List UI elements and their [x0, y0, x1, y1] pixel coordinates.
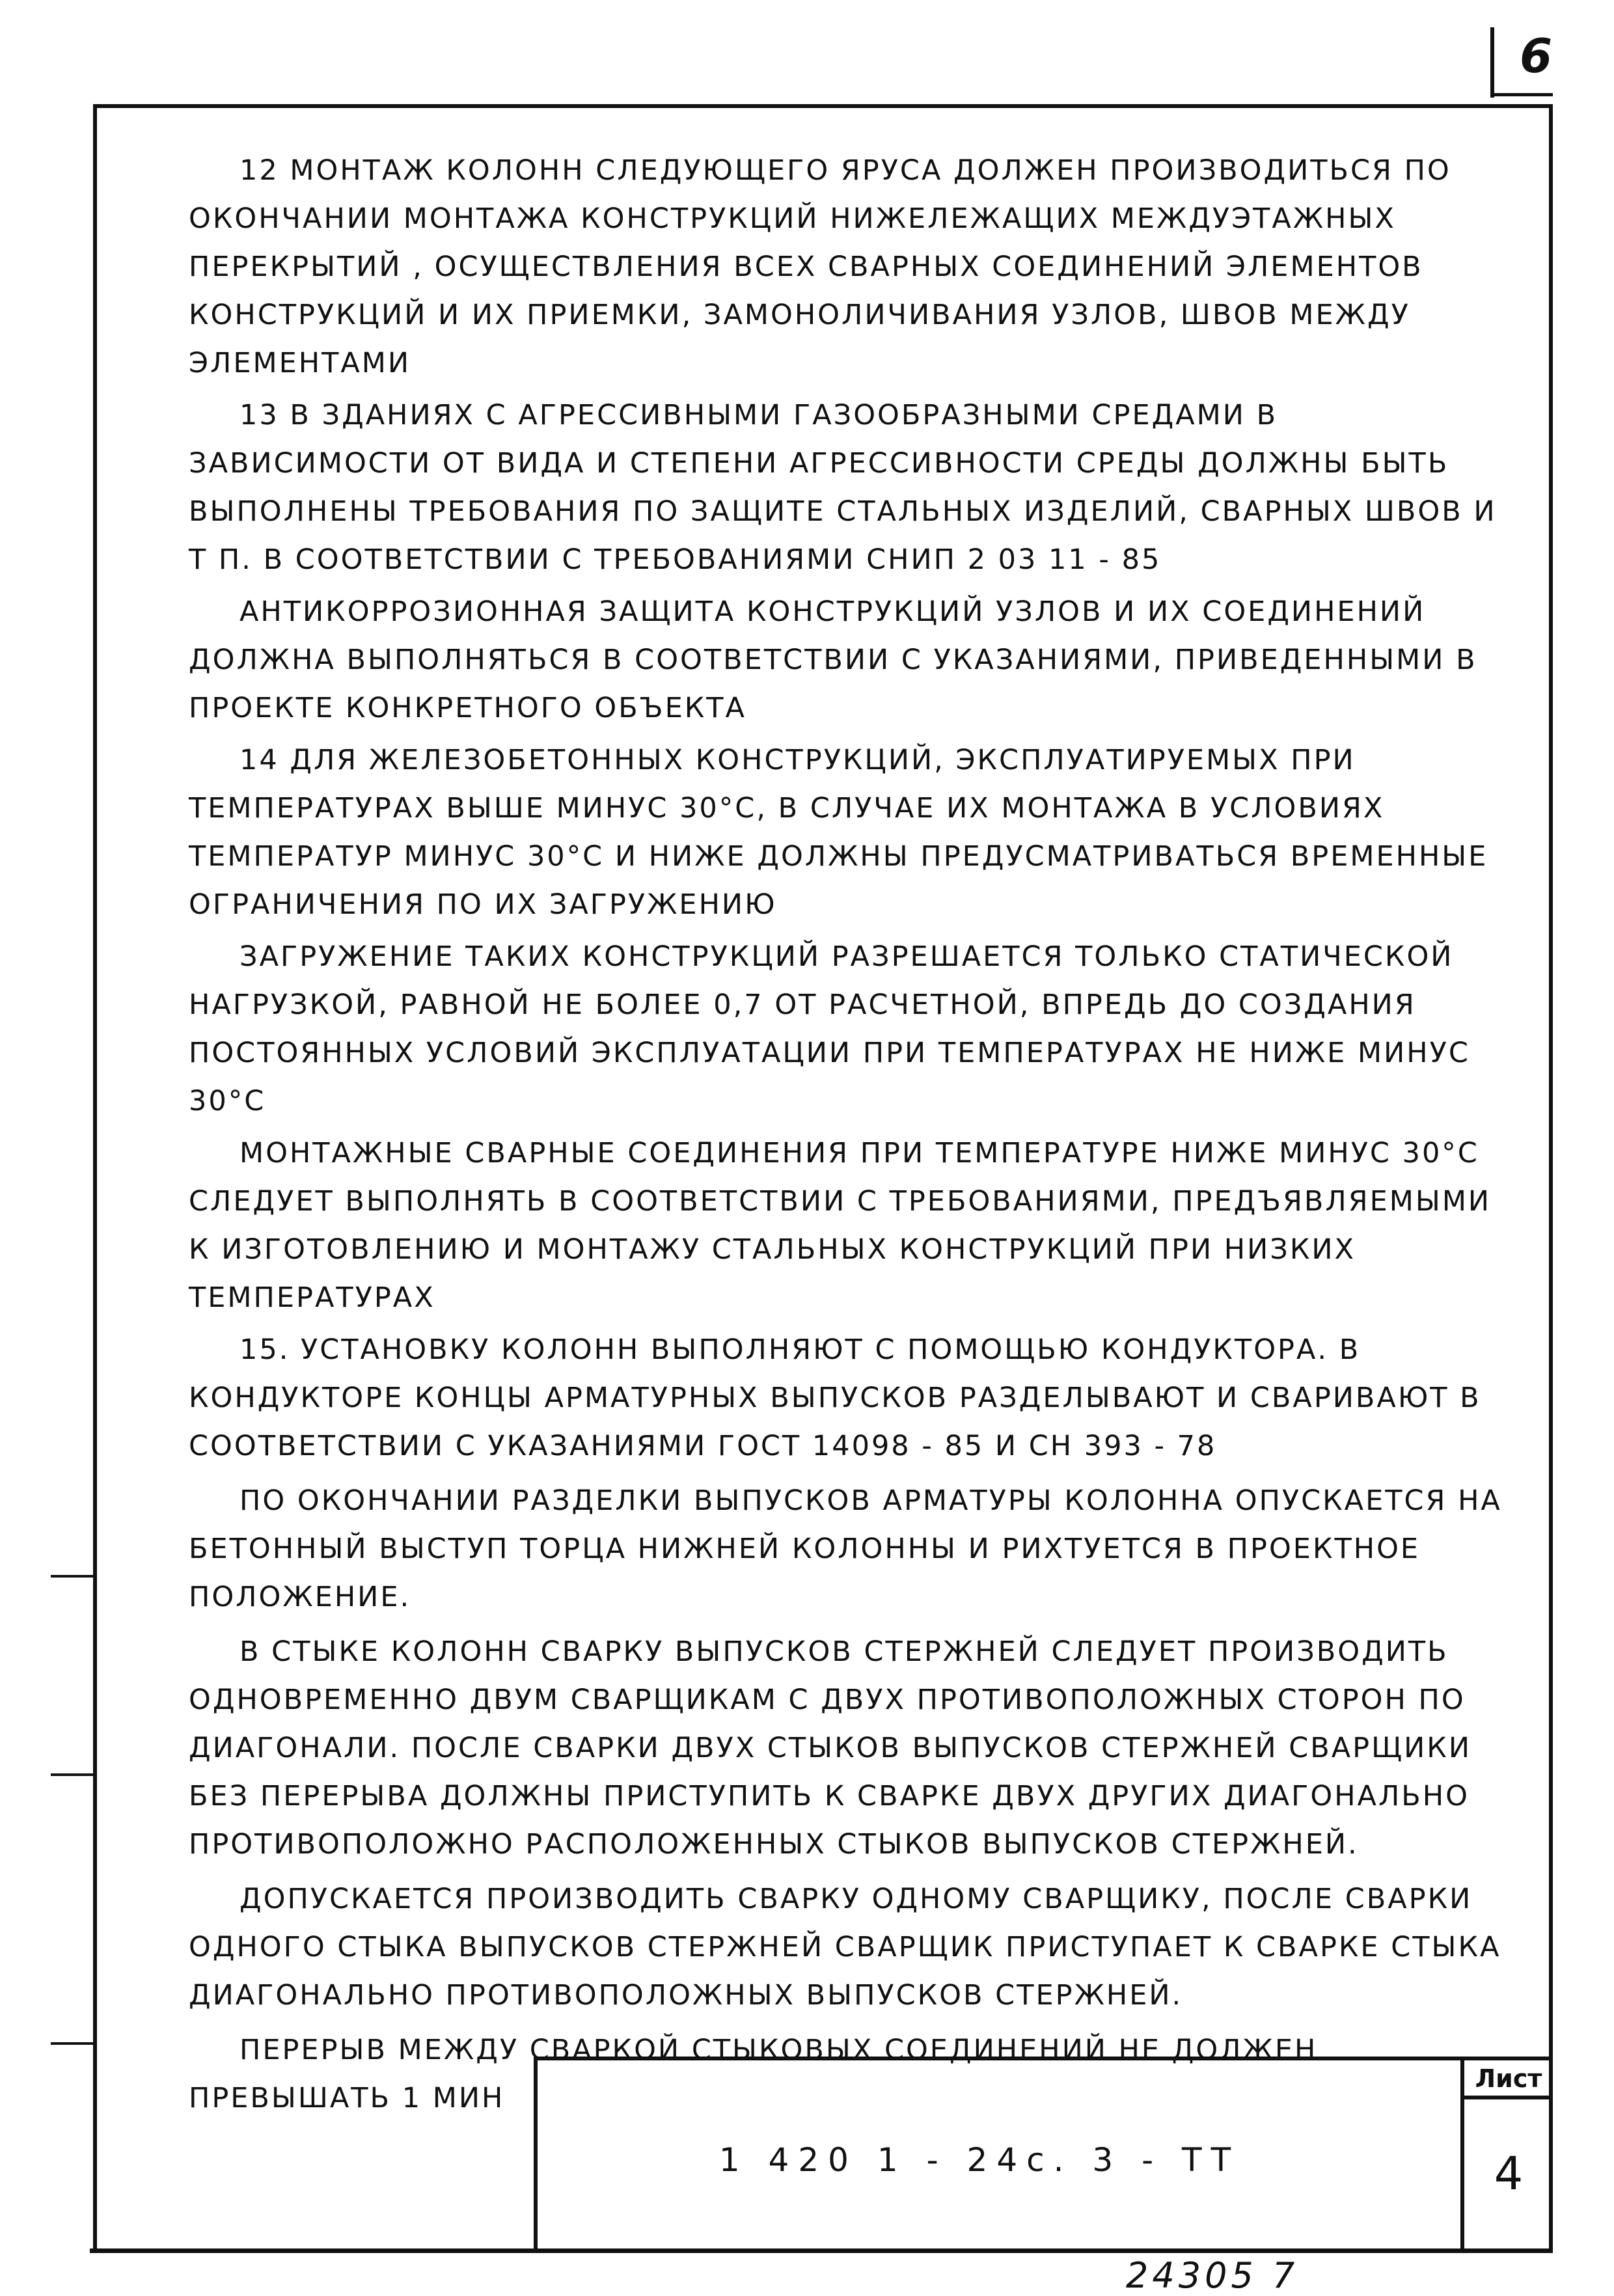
paragraph-loading-limit: ЗАГРУЖЕНИЕ ТАКИХ КОНСТРУКЦИЙ РАЗРЕШАЕТСЯ ТОЛЬКО СТАТИЧЕСКОЙ НАГРУЗКОЙ, РАВНОЙ НЕ БОЛЕЕ 0,7 ОТ РАСЧЕТНОЙ, ВПРЕДЬ ДО СОЗДАНИЯ ПОСТОЯННЫХ УСЛОВИЙ ЭКСПЛУАТАЦИИ ПРИ ТЕМПЕРАТУРАХ НЕ НИЖЕ МИНУС 30°С — [189, 940, 1470, 1117]
paragraph-12-monolithic-assembly: 12 МОНТАЖ КОЛОНН СЛЕДУЮЩЕГО ЯРУСА ДОЛЖЕН ПРОИЗВОДИТЬСЯ ПО ОКОНЧАНИИ МОНТАЖА КОНСТРУКЦИЙ НИЖЕЛЕЖАЩИХ МЕЖДУЭТАЖНЫХ ПЕРЕКРЫТИЙ , ОСУЩЕСТВЛЕНИЯ ВСЕХ СВАРНЫХ СОЕДИНЕНИЙ ЭЛЕМЕНТОВ КОНСТРУКЦИЙ И ИХ ПРИЕМКИ, ЗАМОНОЛИЧИВАНИЯ УЗЛОВ, ШВОВ МЕЖДУ ЭЛЕМЕНТАМИ — [189, 154, 1451, 379]
paragraph-welded-joints: МОНТАЖНЫЕ СВАРНЫЕ СОЕДИНЕНИЯ ПРИ ТЕМПЕРАТУРЕ НИЖЕ МИНУС 30°С СЛЕДУЕТ ВЫПОЛНЯТЬ В СООТВЕТСТВИИ С ТРЕБОВАНИЯМИ, ПРЕДЪЯВЛЯЕМЫМИ К ИЗГОТОВЛЕНИЮ И МОНТАЖУ СТАЛЬНЫХ КОНСТРУКЦИЙ ПРИ НИЗКИХ ТЕМПЕРАТУРАХ — [189, 1137, 1492, 1314]
archive-number: 24305 7 — [1126, 2255, 1299, 2296]
corner-page-number: 6 — [1520, 29, 1553, 83]
top-tick — [1494, 93, 1553, 96]
paragraph-14-low-temperature: 14 ДЛЯ ЖЕЛЕЗОБЕТОННЫХ КОНСТРУКЦИЙ, ЭКСПЛУАТИРУЕМЫХ ПРИ ТЕМПЕРАТУРАХ ВЫШЕ МИНУС 30°С, В СЛУЧАЕ ИХ МОНТАЖА В УСЛОВИЯХ ТЕМПЕРАТУР МИНУС 30°С И НИЖЕ ДОЛЖНЫ ПРЕДУСМАТРИВАТЬСЯ ВРЕМЕННЫЕ ОГРАНИЧЕНИЯ ПО ИХ ЗАГРУЖЕНИЮ — [189, 744, 1488, 921]
paragraph-welding-break: ПЕРЕРЫВ МЕЖДУ СВАРКОЙ СТЫКОВЫХ СОЕДИНЕНИЙ НЕ ДОЛЖЕН ПРЕВЫШАТЬ 1 МИН — [189, 2034, 1318, 2114]
paragraph-two-welders: В СТЫКЕ КОЛОНН СВАРКУ ВЫПУСКОВ СТЕРЖНЕЙ СЛЕДУЕТ ПРОИЗВОДИТЬ ОДНОВРЕМЕННО ДВУМ СВАРЩИКАМ С ДВУХ ПРОТИВОПОЛОЖНЫХ СТОРОН ПО ДИАГОНАЛИ. ПОСЛЕ СВАРКИ ДВУХ СТЫКОВ ВЫПУСКОВ СТЕРЖНЕЙ СВАРЩИКИ БЕЗ ПЕРЕРЫВА ДОЛЖНЫ ПРИСТУПИТЬ К СВАРКЕ ДВУХ ДРУГИХ ДИАГОНАЛЬНО ПРОТИВОПОЛОЖНО РАСПОЛОЖЕННЫХ СТЫКОВ ВЫПУСКОВ СТЕРЖНЕЙ. — [189, 1635, 1471, 1861]
margin-tick — [51, 1575, 96, 1578]
paragraph-column-lowering: ПО ОКОНЧАНИИ РАЗДЕЛКИ ВЫПУСКОВ АРМАТУРЫ КОЛОННА ОПУСКАЕТСЯ НА БЕТОННЫЙ ВЫСТУП ТОРЦА НИЖНЕЙ КОЛОННЫ И РИХТУЕТСЯ В ПРОЕКТНОЕ ПОЛОЖЕНИЕ. — [189, 1484, 1502, 1613]
margin-tick — [51, 1773, 96, 1776]
document-code: 1 420 1 - 24с. 3 - ТТ — [718, 2141, 1240, 2179]
sheet-number: 4 — [1494, 2147, 1524, 2200]
sheet-label: Лист — [1464, 2058, 1553, 2099]
margin-tick — [51, 2042, 96, 2045]
paragraph-one-welder: ДОПУСКАЕТСЯ ПРОИЗВОДИТЬ СВАРКУ ОДНОМУ СВАРЩИКУ, ПОСЛЕ СВАРКИ ОДНОГО СТЫКА ВЫПУСКОВ СТЕРЖНЕЙ СВАРЩИК ПРИСТУПАЕТ К СВАРКЕ СТЫКА ДИАГОНАЛЬНО ПРОТИВОПОЛОЖНЫХ ВЫПУСКОВ СТЕРЖНЕЙ. — [189, 1883, 1501, 2012]
paragraph-anticorrosion: АНТИКОРРОЗИОННАЯ ЗАЩИТА КОНСТРУКЦИЙ УЗЛОВ И ИХ СОЕДИНЕНИЙ ДОЛЖНА ВЫПОЛНЯТЬСЯ В СООТВЕТСТВИИ С УКАЗАНИЯМИ, ПРИВЕДЕННЫМИ В ПРОЕКТЕ КОНКРЕТНОГО ОБЪЕКТА — [189, 595, 1477, 724]
paragraph-13-aggressive-media: 13 В ЗДАНИЯХ С АГРЕССИВНЫМИ ГАЗООБРАЗНЫМИ СРЕДАМИ В ЗАВИСИМОСТИ ОТ ВИДА И СТЕПЕНИ АГРЕССИВНОСТИ СРЕДЫ ДОЛЖНЫ БЫТЬ ВЫПОЛНЕНЫ ТРЕБОВАНИЯ ПО ЗАЩИТЕ СТАЛЬНЫХ ИЗДЕЛИЙ, СВАРНЫХ ШВОВ И Т П. В СООТВЕТСТВИИ С ТРЕБОВАНИЯМИ СНИП 2 03 11 - 85 — [189, 399, 1497, 576]
document-body — [189, 146, 1516, 2126]
paragraph-15-column-installation: 15. УСТАНОВКУ КОЛОНН ВЫПОЛНЯЮТ С ПОМОЩЬЮ КОНДУКТОРА. В КОНДУКТОРЕ КОНЦЫ АРМАТУРНЫХ ВЫПУСКОВ РАЗДЕЛЫВАЮТ И СВАРИВАЮТ В СООТВЕТСТВИИ С УКАЗАНИЯМИ ГОСТ 14098 - 85 И СН 393 - 78 — [189, 1333, 1481, 1462]
top-rule — [1490, 27, 1494, 98]
